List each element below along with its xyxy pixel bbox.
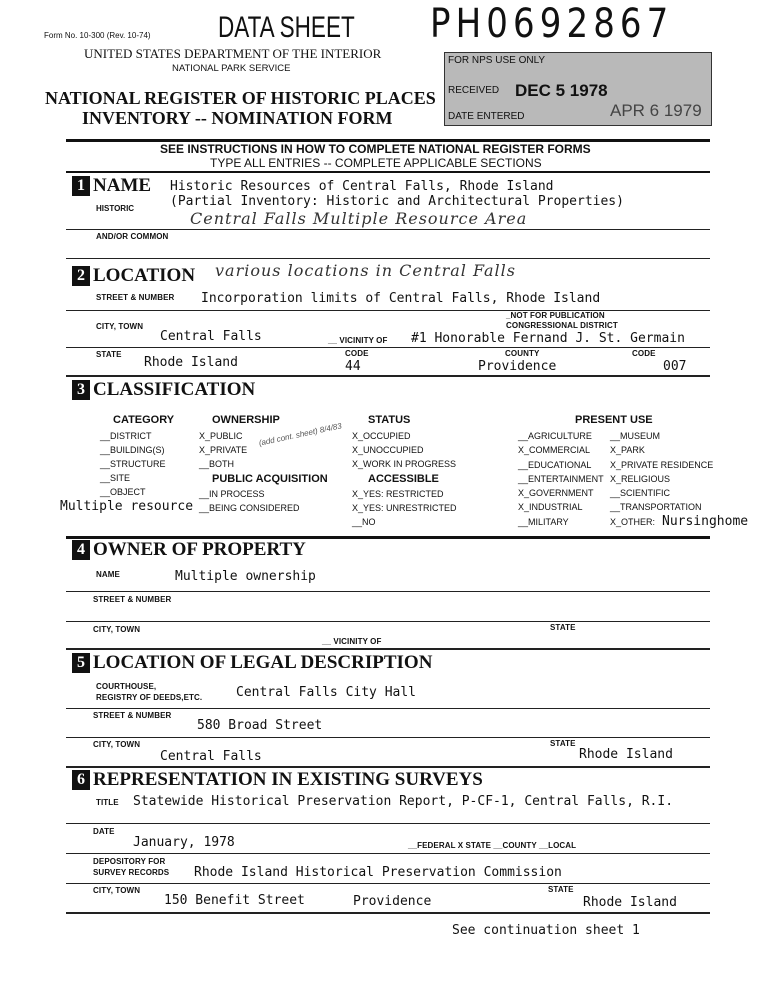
accessible-item: X_YES: RESTRICTED xyxy=(352,489,444,499)
section-title: REPRESENTATION IN EXISTING SURVEYS xyxy=(93,769,483,790)
category-heading: CATEGORY xyxy=(113,414,175,426)
street-label: STREET & NUMBER xyxy=(96,293,175,302)
state-value: Rhode Island xyxy=(144,355,238,370)
category-item: __OBJECT xyxy=(100,487,146,497)
state-label: STATE xyxy=(96,350,122,359)
present-use-item: X_OTHER: xyxy=(610,516,656,527)
category-note: Multiple resource xyxy=(60,499,194,514)
owner-street-label: STREET & NUMBER xyxy=(93,595,172,604)
depository-street-value: 150 Benefit Street xyxy=(164,893,305,908)
county-label: COUNTY xyxy=(505,349,540,358)
section-1-heading xyxy=(72,175,151,197)
code-value: 44 xyxy=(345,359,361,374)
location-handwritten: various locations in Central Falls xyxy=(215,261,516,280)
section-number: 3 xyxy=(72,380,90,400)
depository-label: DEPOSITORY FOR xyxy=(93,857,166,866)
congressional-district-label: CONGRESSIONAL DISTRICT xyxy=(506,321,618,330)
depository-city-label: CITY, TOWN xyxy=(93,886,141,895)
city-value: Central Falls xyxy=(160,329,262,344)
present-use-item: X_PRIVATE RESIDENCE xyxy=(610,459,714,470)
divider xyxy=(66,766,710,768)
section-number: 4 xyxy=(72,540,90,560)
survey-title-value: Statewide Historical Preservation Report, P-CF-1, Central Falls, R.I. xyxy=(133,794,674,809)
section-5-heading xyxy=(72,652,432,674)
present-use-item: __MUSEUM xyxy=(610,431,661,441)
congressional-district-value: #1 Honorable Fernand J. St. Germain xyxy=(411,331,685,346)
city-label: CITY, TOWN xyxy=(96,322,144,331)
divider xyxy=(66,737,710,738)
data-sheet-stamp: DATA SHEET xyxy=(218,11,355,44)
status-item: X_OCCUPIED xyxy=(352,431,411,441)
continuation-note: See continuation sheet 1 xyxy=(452,923,640,938)
owner-state-label: STATE xyxy=(550,623,576,632)
owner-city-label: CITY, TOWN xyxy=(93,625,141,634)
divider xyxy=(66,883,710,884)
accessible-list xyxy=(352,489,457,531)
section-3-heading xyxy=(72,379,255,401)
divider xyxy=(66,310,710,311)
county-value: Providence xyxy=(478,359,557,374)
form-number: Form No. 10-300 (Rev. 10-74) xyxy=(44,31,151,40)
common-name-handwritten: Central Falls Multiple Resource Area xyxy=(190,209,528,228)
divider xyxy=(66,591,710,592)
category-list xyxy=(100,431,166,497)
divider xyxy=(66,648,710,650)
reference-number-handwritten: PH0692867 xyxy=(430,1,674,47)
present-use-item: __TRANSPORTATION xyxy=(610,502,702,513)
survey-records-label: SURVEY RECORDS xyxy=(93,868,170,877)
present-use-item: X_RELIGIOUS xyxy=(610,473,671,484)
nps-use-box xyxy=(444,52,712,126)
instructions-line2: TYPE ALL ENTRIES -- COMPLETE APPLICABLE SECTIONS xyxy=(210,156,542,170)
depository-value: Rhode Island Historical Preservation Commission xyxy=(194,865,562,880)
acquisition-item: __IN PROCESS xyxy=(199,489,265,499)
survey-date-label: DATE xyxy=(93,827,115,836)
historic-name-line1: Historic Resources of Central Falls, Rhode Island xyxy=(170,179,554,194)
divider xyxy=(66,853,710,854)
other-use-value: Nursinghome xyxy=(662,514,749,529)
section-number: 1 xyxy=(72,176,90,196)
date-entered: APR 6 1979 xyxy=(610,101,702,120)
county-code-label: CODE xyxy=(632,349,656,358)
divider xyxy=(66,171,710,173)
legal-state-label: STATE xyxy=(550,739,576,748)
category-item: __SITE xyxy=(100,473,131,483)
present-use-item: X_INDUSTRIAL xyxy=(518,502,583,513)
section-number: 5 xyxy=(72,653,90,673)
present-use-item: X_PARK xyxy=(610,445,645,456)
form-title-line2: INVENTORY -- NOMINATION FORM xyxy=(82,108,393,128)
status-list xyxy=(352,431,456,473)
common-label: AND/OR COMMON xyxy=(96,232,169,241)
depository-state-value: Rhode Island xyxy=(583,895,677,910)
ownership-list xyxy=(199,431,247,473)
present-use-item: X_COMMERCIAL xyxy=(518,445,591,456)
divider xyxy=(66,823,710,824)
present-use-item: __SCIENTIFIC xyxy=(610,488,671,499)
present-use-item: __MILITARY xyxy=(518,516,569,527)
owner-name-value: Multiple ownership xyxy=(175,569,316,584)
public-acquisition-heading: PUBLIC ACQUISITION xyxy=(212,473,328,485)
depository-state-label: STATE xyxy=(548,885,574,894)
vicinity-label: __ VICINITY OF xyxy=(328,336,388,345)
owner-name-label: NAME xyxy=(96,570,120,579)
survey-title-label: TITLE xyxy=(96,798,119,807)
courthouse-label: COURTHOUSE, xyxy=(96,682,157,691)
survey-levels: __FEDERAL X STATE __COUNTY __LOCAL xyxy=(408,841,577,850)
acquisition-item: __BEING CONSIDERED xyxy=(199,503,300,513)
department: UNITED STATES DEPARTMENT OF THE INTERIOR xyxy=(84,46,382,61)
divider xyxy=(66,708,710,709)
section-number: 2 xyxy=(72,266,90,286)
agency: NATIONAL PARK SERVICE xyxy=(172,63,291,74)
historic-name-line2: (Partial Inventory: Historic and Architectural Properties) xyxy=(170,194,624,209)
accessible-item: __NO xyxy=(352,517,376,527)
owner-vicinity-label: __ VICINITY OF xyxy=(322,637,382,646)
code-label: CODE xyxy=(345,349,369,358)
section-title: LOCATION OF LEGAL DESCRIPTION xyxy=(93,652,433,673)
accessible-heading: ACCESSIBLE xyxy=(368,473,439,485)
present-use-heading: PRESENT USE xyxy=(575,414,653,426)
depository-city-value: Providence xyxy=(353,894,432,909)
divider xyxy=(66,229,710,230)
county-code-value: 007 xyxy=(663,359,687,374)
date-entered-label: DATE ENTERED xyxy=(448,111,525,122)
status-item: X_UNOCCUPIED xyxy=(352,445,424,455)
nps-use-label: FOR NPS USE ONLY xyxy=(448,55,546,66)
divider xyxy=(66,375,710,377)
ownership-heading: OWNERSHIP xyxy=(212,414,280,426)
ownership-item: X_PRIVATE xyxy=(199,445,248,455)
form-title-line1: NATIONAL REGISTER OF HISTORIC PLACES xyxy=(45,88,436,108)
survey-date-value: January, 1978 xyxy=(133,835,235,850)
section-title: LOCATION xyxy=(93,265,196,286)
section-title: NAME xyxy=(93,175,152,196)
legal-state-value: Rhode Island xyxy=(579,747,673,762)
registry-label: REGISTRY OF DEEDS,ETC. xyxy=(96,693,203,702)
divider xyxy=(66,621,710,622)
present-use-item: __ENTERTAINMENT xyxy=(518,473,604,484)
courthouse-value: Central Falls City Hall xyxy=(236,685,417,700)
instructions-line1: SEE INSTRUCTIONS IN HOW TO COMPLETE NATIONAL REGISTER FORMS xyxy=(160,142,591,156)
status-item: X_WORK IN PROGRESS xyxy=(352,459,457,469)
handwritten-note: (add cont. sheet) 8/4/83 xyxy=(257,421,343,448)
present-use-item: __AGRICULTURE xyxy=(518,431,592,441)
section-2-heading xyxy=(72,265,195,287)
ownership-item: X_PUBLIC xyxy=(199,431,243,441)
status-heading: STATUS xyxy=(368,414,411,426)
received-date: DEC 5 1978 xyxy=(515,81,608,100)
not-for-publication: _NOT FOR PUBLICATION xyxy=(506,311,605,320)
divider xyxy=(66,258,710,259)
legal-street-label: STREET & NUMBER xyxy=(93,711,172,720)
present-use-col1 xyxy=(518,431,604,531)
section-4-heading xyxy=(72,539,306,561)
section-6-heading xyxy=(72,769,483,791)
street-value: Incorporation limits of Central Falls, Rhode Island xyxy=(201,291,601,306)
received-label: RECEIVED xyxy=(448,85,500,96)
divider xyxy=(66,347,710,348)
section-number: 6 xyxy=(72,770,90,790)
category-item: __STRUCTURE xyxy=(100,459,166,469)
legal-city-label: CITY, TOWN xyxy=(93,740,141,749)
accessible-item: X_YES: UNRESTRICTED xyxy=(352,503,457,513)
legal-city-value: Central Falls xyxy=(160,749,262,764)
section-title: CLASSIFICATION xyxy=(93,379,256,400)
present-use-item: __EDUCATIONAL xyxy=(518,459,592,470)
present-use-item: X_GOVERNMENT xyxy=(518,488,594,499)
category-item: __DISTRICT xyxy=(100,431,152,441)
section-title: OWNER OF PROPERTY xyxy=(93,539,306,560)
historic-label: HISTORIC xyxy=(96,204,135,213)
legal-street-value: 580 Broad Street xyxy=(197,718,323,733)
acquisition-list xyxy=(199,489,300,517)
ownership-item: __BOTH xyxy=(199,459,235,469)
divider xyxy=(66,912,710,914)
category-item: __BUILDING(S) xyxy=(100,445,165,455)
